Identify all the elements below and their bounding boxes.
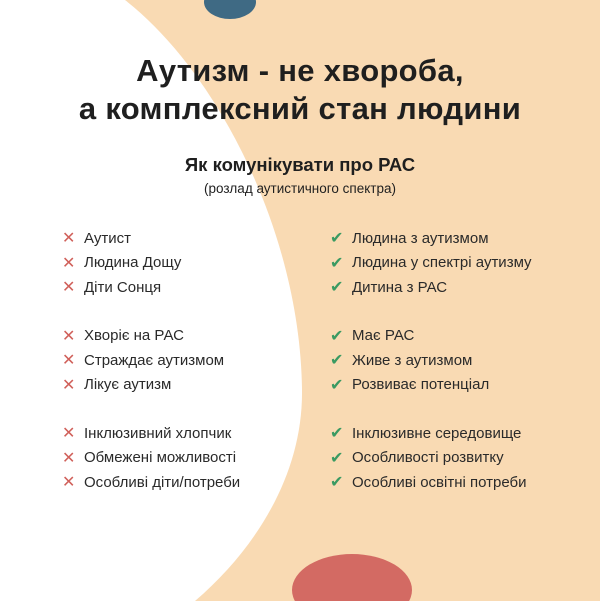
wrong-group: [62, 421, 240, 495]
main-title: [0, 52, 600, 128]
cross-icon: ✕: [62, 327, 76, 345]
item-label: Аутист: [84, 229, 131, 247]
right-group: [330, 226, 532, 300]
check-icon: ✔: [330, 230, 344, 248]
item-label: Особливі діти/потреби: [84, 473, 241, 491]
cross-icon: ✕: [62, 376, 76, 394]
item-label: Особливості розвитку: [352, 449, 504, 467]
cross-icon: ✕: [62, 352, 76, 370]
list-item: [62, 348, 240, 373]
right-terms-column: [330, 226, 532, 519]
item-label: Має РАС: [352, 327, 415, 345]
red-blob: [292, 554, 412, 601]
wrong-group: [62, 226, 240, 300]
item-label: Особливі освітні потреби: [352, 473, 527, 491]
list-item: [330, 275, 532, 300]
item-label: Живе з аутизмом: [352, 351, 473, 369]
item-label: Хворіє на РАС: [84, 327, 184, 345]
list-item: [330, 470, 532, 495]
list-item: [62, 226, 240, 251]
item-label: Обмежені можливості: [84, 449, 237, 467]
check-icon: ✔: [330, 279, 344, 297]
cross-icon: ✕: [62, 425, 76, 443]
cross-icon: ✕: [62, 254, 76, 272]
item-label: Діти Сонця: [84, 278, 162, 296]
item-label: Людина з аутизмом: [352, 229, 489, 247]
item-label: Лікує аутизм: [84, 376, 172, 394]
item-label: Інклюзивний хлопчик: [84, 424, 232, 442]
list-item: [330, 324, 532, 349]
title-line-2: а комплексний стан людини: [78, 91, 522, 126]
cross-icon: ✕: [62, 230, 76, 248]
list-item: [330, 226, 532, 251]
item-label: Людина Дощу: [84, 254, 182, 272]
blue-blob: [204, 0, 256, 19]
cross-icon: ✕: [62, 449, 76, 467]
item-label: Дитина з РАС: [352, 278, 448, 296]
item-label: Розвиває потенціал: [352, 376, 490, 394]
item-label: Страждає аутизмом: [84, 351, 225, 369]
list-item: [330, 421, 532, 446]
check-icon: ✔: [330, 376, 344, 394]
subtitle: Як комунікувати про РАС: [184, 154, 416, 175]
list-item: [62, 421, 240, 446]
list-item: [62, 251, 240, 276]
list-item: [62, 324, 240, 349]
item-label: Людина у спектрі аутизму: [352, 254, 532, 272]
wrong-group: [62, 324, 240, 398]
right-group: [330, 324, 532, 398]
cross-icon: ✕: [62, 474, 76, 492]
list-item: [62, 373, 240, 398]
list-item: [330, 446, 532, 471]
subtitle-note: (розлад аутистичного спектра): [204, 181, 396, 196]
check-icon: ✔: [330, 474, 344, 492]
list-item: [62, 275, 240, 300]
right-group: [330, 421, 532, 495]
check-icon: ✔: [330, 352, 344, 370]
wrong-terms-column: [62, 226, 240, 519]
item-label: Інклюзивне середовище: [352, 424, 522, 442]
cross-icon: ✕: [62, 279, 76, 297]
check-icon: ✔: [330, 254, 344, 272]
list-item: [330, 348, 532, 373]
check-icon: ✔: [330, 449, 344, 467]
list-item: [330, 373, 532, 398]
title-line-1: Аутизм - не хвороба,: [136, 53, 464, 88]
list-item: [62, 470, 240, 495]
check-icon: ✔: [330, 425, 344, 443]
check-icon: ✔: [330, 327, 344, 345]
list-item: [62, 446, 240, 471]
list-item: [330, 251, 532, 276]
